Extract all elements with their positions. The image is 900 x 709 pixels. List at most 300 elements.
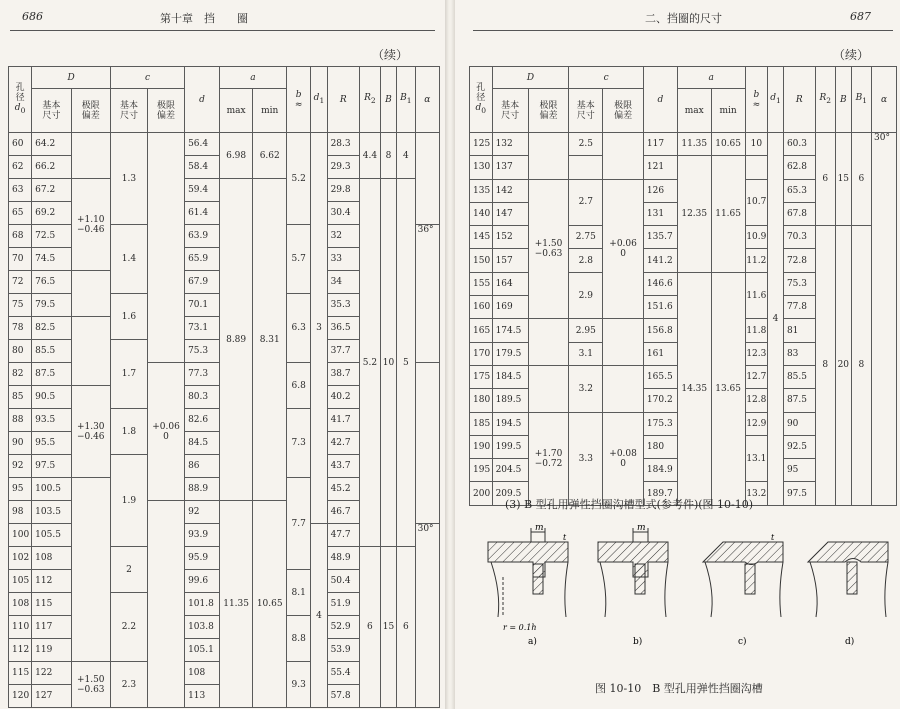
cell-d0: 95 [9,478,32,501]
cell-D-tol [528,319,569,366]
cell-c-basic: 2.9 [569,272,603,319]
cell-d: 65.9 [185,248,220,271]
cell-c-tol [148,133,185,363]
cell-D-basic: 184.5 [492,365,528,388]
cell-c-basic: 2.3 [110,662,147,708]
cell-b: 6.8 [287,363,311,409]
cell-d: 117 [643,133,677,156]
cell-c-basic: 1.7 [110,340,147,409]
cell-d: 189.7 [643,482,677,505]
cell-d: 161 [643,342,677,365]
cell-alpha: 30° [415,524,439,708]
cell-d0: 155 [470,272,493,295]
cell-b: 6.3 [287,294,311,363]
cell-a-min: 8.31 [253,179,287,501]
cell-R: 72.8 [783,249,815,272]
right-page [455,0,900,709]
dimension-table-left [8,66,440,708]
cell-a-max: 11.35 [677,133,711,156]
cell-B1: 8 [851,226,871,506]
cell-R: 90 [783,412,815,435]
cell-c-basic: 1.9 [110,455,147,547]
cell-b: 7.7 [287,478,311,570]
header-d1: $d_1$ [768,67,784,133]
cell-d: 67.9 [185,271,220,294]
cell-D-basic: 74.5 [32,248,71,271]
cell-d: 103.8 [185,616,220,639]
annotation-t: t [563,533,567,542]
cell-D-basic: 199.5 [492,435,528,458]
header-c-basic: 基本 尺寸 [569,89,603,133]
cell-R: 70.3 [783,226,815,249]
header-b: b ≈ [745,67,768,133]
cell-D-basic: 90.5 [32,386,71,409]
cell-R: 62.8 [783,156,815,179]
cell-D-tol: +1.50 −0.63 [71,662,110,708]
cell-d0: 68 [9,225,32,248]
cell-B: 8 [380,133,396,179]
cell-d0: 185 [470,412,493,435]
header-D-tolerance: 极限 偏差 [528,89,569,133]
cell-R: 67.8 [783,202,815,225]
cell-c-tol: +0.08 0 [603,412,644,505]
cell-d: 101.8 [185,593,220,616]
header-a-min: min [711,89,745,133]
cell-D-basic: 169 [492,296,528,319]
cell-D-tol [71,478,110,662]
cell-b: 10 [745,133,768,156]
cell-d1: 4 [311,524,327,708]
cell-D-tol: +1.50 −0.63 [528,179,569,319]
header-alpha: α [415,67,439,133]
groove-figure [483,522,893,652]
header-c-tolerance: 极限 偏差 [603,89,644,133]
cell-d: 184.9 [643,459,677,482]
table-row [9,179,440,202]
cell-D-basic: 112 [32,570,71,593]
cell-D-tol: +1.10 −0.46 [71,179,110,271]
cell-c-basic: 2.8 [569,249,603,272]
cell-d0: 115 [9,662,32,685]
cell-b: 13.1 [745,435,768,482]
cell-B1: 5 [397,179,416,547]
cell-d0: 80 [9,340,32,363]
cell-R: 51.9 [327,593,359,616]
cell-d0: 85 [9,386,32,409]
figure-label-a: a) [528,637,537,647]
cell-R: 92.5 [783,435,815,458]
header-c: c [569,67,644,89]
cell-R: 37.7 [327,340,359,363]
cell-d: 108 [185,662,220,685]
cell-d0: 195 [470,459,493,482]
cell-d0: 102 [9,547,32,570]
header-B: B [835,67,851,133]
cell-R: 28.3 [327,133,359,156]
header-alpha: α [872,67,897,133]
left-page [0,0,445,709]
cell-d0: 62 [9,156,32,179]
cell-D-tol: +1.30 −0.46 [71,386,110,478]
cell-b: 10.9 [745,226,768,249]
cell-R2: 6 [815,133,835,226]
cell-D-basic: 66.2 [32,156,71,179]
cell-D-basic: 204.5 [492,459,528,482]
cell-b: 12.9 [745,412,768,435]
cell-D-basic: 157 [492,249,528,272]
cell-d0: 180 [470,389,493,412]
groove-figure-c [703,542,783,617]
header-a-min: min [253,89,287,133]
cell-a-max: 6.98 [219,133,253,179]
figure-caption: 图 10-10 B 型孔用弹性挡圈沟槽 [595,682,763,695]
cell-b: 13.2 [745,482,768,505]
cell-R: 65.3 [783,179,815,202]
cell-d0: 90 [9,432,32,455]
cell-c-basic: 2.75 [569,226,603,249]
header-R2: $R_2$ [815,67,835,133]
cell-d0: 165 [470,319,493,342]
cell-d: 141.2 [643,249,677,272]
cell-d0: 65 [9,202,32,225]
cell-D-tol [71,271,110,317]
cell-b: 7.3 [287,409,311,478]
cell-d: 135.7 [643,226,677,249]
cell-d: 105.1 [185,639,220,662]
header-hole-diameter: 孔 径 $d_0$ [9,67,32,133]
cell-alpha [415,133,439,225]
cell-R: 45.2 [327,478,359,501]
cell-c-basic: 1.3 [110,133,147,225]
cell-R: 85.5 [783,365,815,388]
cell-D-basic: 194.5 [492,412,528,435]
cell-R: 30.4 [327,202,359,225]
cell-d0: 78 [9,317,32,340]
cell-R: 57.8 [327,685,359,708]
header-a: a [677,67,745,89]
cell-a-min: 13.65 [711,272,745,505]
cell-d0: 110 [9,616,32,639]
cell-d0: 135 [470,179,493,202]
cell-R: 95 [783,459,815,482]
cell-D-basic: 100.5 [32,478,71,501]
cell-b: 11.6 [745,272,768,319]
table-row [470,133,897,156]
cell-D-basic: 119 [32,639,71,662]
cell-a-max: 11.35 [219,501,253,708]
cell-D-basic: 179.5 [492,342,528,365]
cell-D-tol [71,317,110,386]
cell-R2: 8 [815,226,835,506]
header-B1: $B_1$ [851,67,871,133]
cell-R: 36.5 [327,317,359,340]
cell-B: 10 [380,179,396,547]
cell-d0: 70 [9,248,32,271]
header-D-basic: 基本 尺寸 [32,89,71,133]
cell-c-basic: 2.2 [110,593,147,662]
cell-a-max: 12.35 [677,156,711,272]
header-a: a [219,67,286,89]
cell-D-basic: 93.5 [32,409,71,432]
cell-b [745,156,768,179]
cell-D-basic: 127 [32,685,71,708]
cell-B: 20 [835,226,851,506]
header-c-tolerance: 极限 偏差 [148,89,185,133]
cell-d: 99.6 [185,570,220,593]
header-B1: $B_1$ [397,67,416,133]
cell-R: 32 [327,225,359,248]
cell-d0: 125 [470,133,493,156]
cell-b: 12.7 [745,365,768,388]
cell-b: 5.7 [287,225,311,294]
cell-c-tol [603,365,644,412]
cell-b: 9.3 [287,662,311,708]
cell-R: 33 [327,248,359,271]
cell-c-basic: 3.1 [569,342,603,365]
cell-D-basic: 122 [32,662,71,685]
cell-c-tol: +0.06 0 [603,179,644,319]
cell-c-basic: 2.5 [569,133,603,156]
cell-d1: 3 [311,133,327,524]
cell-d0: 190 [470,435,493,458]
cell-d: 88.9 [185,478,220,501]
chapter-title: 第十章 挡 圈 [160,12,248,25]
cell-d: 175.3 [643,412,677,435]
continued-label: （续） [833,48,870,62]
cell-d0: 98 [9,501,32,524]
section-title: 二、挡圈的尺寸 [645,12,722,25]
header-D: D [492,67,569,89]
cell-d: 121 [643,156,677,179]
cell-d: 75.3 [185,340,220,363]
cell-R: 87.5 [783,389,815,412]
cell-D-basic: 137 [492,156,528,179]
cell-d0: 108 [9,593,32,616]
cell-D-basic: 95.5 [32,432,71,455]
cell-D-basic: 69.2 [32,202,71,225]
cell-d: 63.9 [185,225,220,248]
cell-D-basic: 64.2 [32,133,71,156]
cell-a-min: 11.65 [711,156,745,272]
cell-D-basic: 117 [32,616,71,639]
figure-label-c: c) [738,637,747,647]
cell-D-basic: 142 [492,179,528,202]
cell-D-basic: 174.5 [492,319,528,342]
cell-R2: 5.2 [360,179,381,547]
cell-c-tol [603,133,644,180]
cell-R: 42.7 [327,432,359,455]
groove-figure-d [808,542,888,617]
cell-d: 170.2 [643,389,677,412]
header-D-basic: 基本 尺寸 [492,89,528,133]
annotation-r: r = 0.1h [503,623,537,632]
dimension-table-right [469,66,897,506]
cell-R: 29.8 [327,179,359,202]
cell-d0: 175 [470,365,493,388]
cell-d: 131 [643,202,677,225]
cell-D-basic: 76.5 [32,271,71,294]
cell-d0: 160 [470,296,493,319]
cell-b: 12.3 [745,342,768,365]
cell-D-tol: +1.70 −0.72 [528,412,569,505]
cell-d: 80.3 [185,386,220,409]
cell-R: 50.4 [327,570,359,593]
cell-d: 59.4 [185,179,220,202]
cell-D-tol [71,133,110,179]
cell-d0: 105 [9,570,32,593]
header-R2: $R_2$ [360,67,381,133]
header-d: d [185,67,220,133]
header-c-basic: 基本 尺寸 [110,89,147,133]
header-b: b ≈ [287,67,311,133]
book-gutter [445,0,455,709]
cell-d: 58.4 [185,156,220,179]
cell-R: 41.7 [327,409,359,432]
cell-D-basic: 147 [492,202,528,225]
cell-D-basic: 132 [492,133,528,156]
cell-d0: 200 [470,482,493,505]
cell-R: 46.7 [327,501,359,524]
header-D-tolerance: 极限 偏差 [71,89,110,133]
cell-R: 60.3 [783,133,815,156]
cell-D-basic: 79.5 [32,294,71,317]
cell-a-max: 14.35 [677,272,711,505]
cell-d: 86 [185,455,220,478]
cell-d: 126 [643,179,677,202]
cell-c-basic [569,156,603,179]
cell-R: 97.5 [783,482,815,505]
page-number: 687 [850,10,871,23]
cell-R: 52.9 [327,616,359,639]
cell-B1: 4 [397,133,416,179]
header-c: c [110,67,184,89]
cell-d0: 170 [470,342,493,365]
cell-R2: 6 [360,547,381,708]
cell-d0: 140 [470,202,493,225]
cell-c-basic: 1.6 [110,294,147,340]
cell-D-basic: 97.5 [32,455,71,478]
cell-c-basic: 2.7 [569,179,603,226]
cell-d: 84.5 [185,432,220,455]
groove-figure-a [488,528,568,617]
cell-D-tol [528,365,569,412]
cell-D-basic: 87.5 [32,363,71,386]
cell-d0: 120 [9,685,32,708]
cell-d: 77.3 [185,363,220,386]
cell-d0: 82 [9,363,32,386]
cell-D-basic: 103.5 [32,501,71,524]
cell-d: 113 [185,685,220,708]
cell-B: 15 [380,547,396,708]
cell-d: 92 [185,501,220,524]
cell-d0: 100 [9,524,32,547]
cell-D-basic: 105.5 [32,524,71,547]
cell-d: 70.1 [185,294,220,317]
header-a-max: max [677,89,711,133]
cell-d: 56.4 [185,133,220,156]
cell-b: 11.8 [745,319,768,342]
cell-b: 8.8 [287,616,311,662]
cell-alpha: 36° [415,225,439,363]
cell-alpha: 30° [872,133,897,506]
cell-b: 11.2 [745,249,768,272]
annotation-m-b: m [637,523,646,533]
cell-c-tol [603,319,644,366]
cell-R: 38.7 [327,363,359,386]
cell-D-basic: 164 [492,272,528,295]
cell-D-basic: 115 [32,593,71,616]
header-R: R [327,67,359,133]
cell-a-min: 10.65 [711,133,745,156]
figure-heading: (3) B 型孔用弹性挡圈沟槽型式(参考件)(图 10-10) [505,498,754,511]
cell-d: 156.8 [643,319,677,342]
cell-R2: 4.4 [360,133,381,179]
cell-D-basic: 85.5 [32,340,71,363]
cell-a-min: 10.65 [253,501,287,708]
cell-d0: 130 [470,156,493,179]
cell-D-basic: 209.5 [492,482,528,505]
groove-figure-b [598,528,668,617]
cell-d: 180 [643,435,677,458]
cell-R: 55.4 [327,662,359,685]
cell-R: 34 [327,271,359,294]
cell-B1: 6 [851,133,871,226]
cell-d0: 88 [9,409,32,432]
cell-alpha [415,363,439,524]
cell-d: 151.6 [643,296,677,319]
figure-label-b: b) [633,637,643,647]
header-R: R [783,67,815,133]
cell-R: 35.3 [327,294,359,317]
header-d: d [643,67,677,133]
cell-c-tol [148,501,185,708]
cell-d: 82.6 [185,409,220,432]
cell-d0: 60 [9,133,32,156]
cell-d: 93.9 [185,524,220,547]
cell-D-basic: 152 [492,226,528,249]
cell-d0: 112 [9,639,32,662]
page-number: 686 [22,10,43,23]
cell-a-min: 6.62 [253,133,287,179]
cell-D-tol [528,133,569,180]
cell-c-basic: 1.8 [110,409,147,455]
cell-D-basic: 72.5 [32,225,71,248]
cell-d: 61.4 [185,202,220,225]
cell-c-basic: 3.3 [569,412,603,505]
cell-d: 146.6 [643,272,677,295]
cell-R: 43.7 [327,455,359,478]
cell-R: 29.3 [327,156,359,179]
table-row [9,133,440,156]
cell-c-basic: 1.4 [110,225,147,294]
cell-d0: 63 [9,179,32,202]
cell-c-basic: 2.95 [569,319,603,342]
cell-R: 77.8 [783,296,815,319]
cell-B1: 6 [397,547,416,708]
cell-D-basic: 82.5 [32,317,71,340]
cell-d: 73.1 [185,317,220,340]
header-rule [473,30,893,31]
cell-R: 75.3 [783,272,815,295]
cell-b: 12.8 [745,389,768,412]
cell-d0: 72 [9,271,32,294]
cell-b: 5.2 [287,133,311,225]
cell-d: 165.5 [643,365,677,388]
cell-d0: 150 [470,249,493,272]
cell-c-basic: 2 [110,547,147,593]
figure-label-d: d) [845,637,855,647]
cell-R: 48.9 [327,547,359,570]
